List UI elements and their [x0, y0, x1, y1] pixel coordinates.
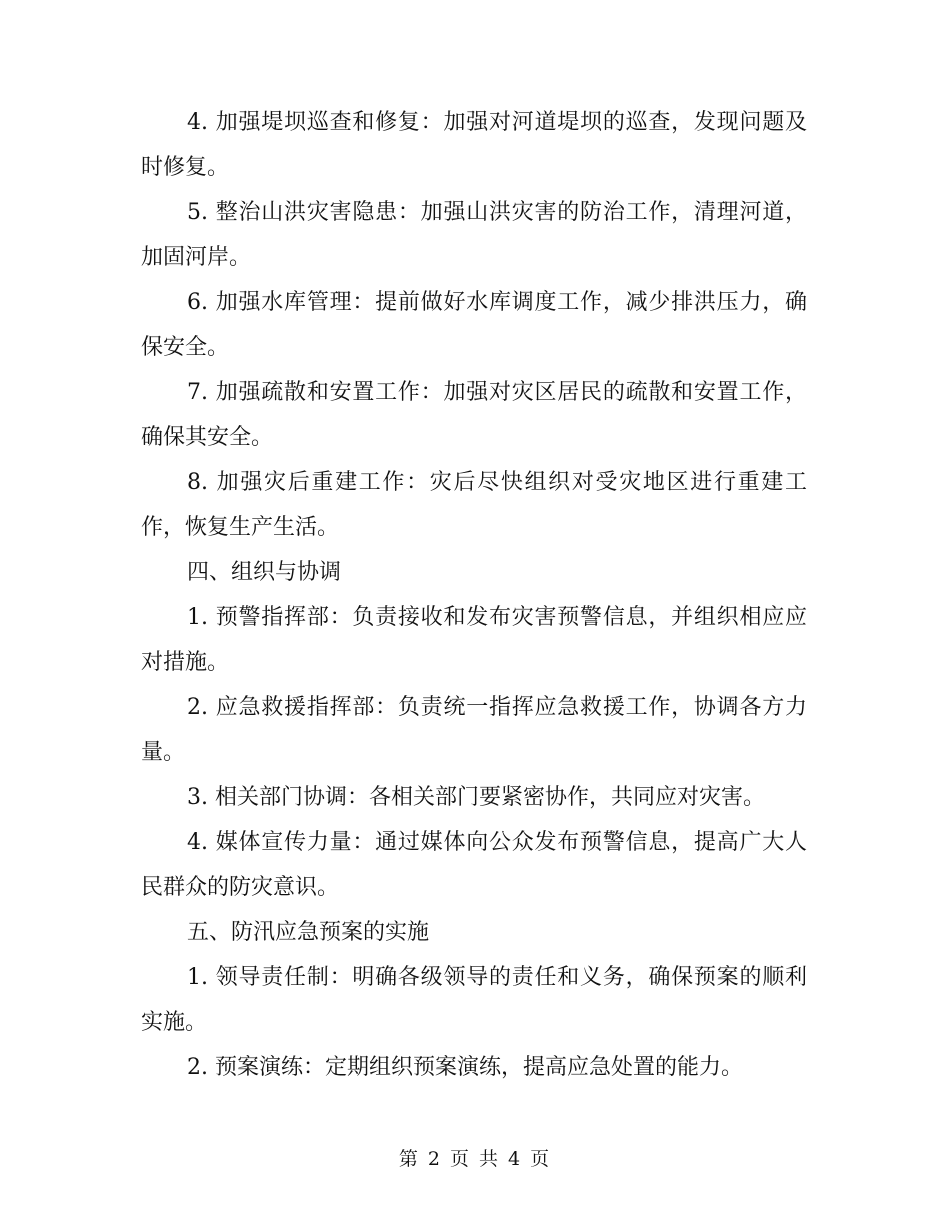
list-item-warning-command: 1. 预警指挥部：负责接收和发布灾害预警信息，并组织相应应对措施。	[141, 605, 807, 675]
list-item-evacuation-resettlement: 7. 加强疏散和安置工作：加强对灾区居民的疏散和安置工作，确保其安全。	[141, 380, 807, 450]
list-item-post-disaster-reconstruction: 8. 加强灾后重建工作：灾后尽快组织对受灾地区进行重建工作，恢复生产生活。	[141, 470, 807, 540]
section-heading-organization: 四、组织与协调	[187, 560, 342, 585]
page-number-footer: 第 2 页 共 4 页	[398, 1148, 552, 1170]
list-item-strengthen-dam-inspection: 4. 加强堤坝巡查和修复：加强对河道堤坝的巡查，发现问题及时修复。	[141, 110, 807, 180]
list-item-department-coordination: 3. 相关部门协调：各相关部门要紧密协作，共同应对灾害。	[187, 785, 765, 810]
document-body	[141, 100, 807, 1090]
list-item-plan-drills: 2. 预案演练：定期组织预案演练，提高应急处置的能力。	[187, 1055, 743, 1080]
list-item-flash-flood-hazards: 5. 整治山洪灾害隐患：加强山洪灾害的防治工作，清理河道，加固河岸。	[141, 200, 807, 270]
list-item-reservoir-management: 6. 加强水库管理：提前做好水库调度工作，减少排洪压力，确保安全。	[141, 290, 807, 360]
section-heading-implementation: 五、防汛应急预案的实施	[187, 920, 430, 945]
list-item-media-publicity: 4. 媒体宣传力量：通过媒体向公众发布预警信息，提高广大人民群众的防灾意识。	[141, 830, 807, 900]
list-item-leadership-responsibility: 1. 领导责任制：明确各级领导的责任和义务，确保预案的顺利实施。	[141, 965, 807, 1035]
list-item-rescue-command: 2. 应急救援指挥部：负责统一指挥应急救援工作，协调各方力量。	[141, 695, 807, 765]
